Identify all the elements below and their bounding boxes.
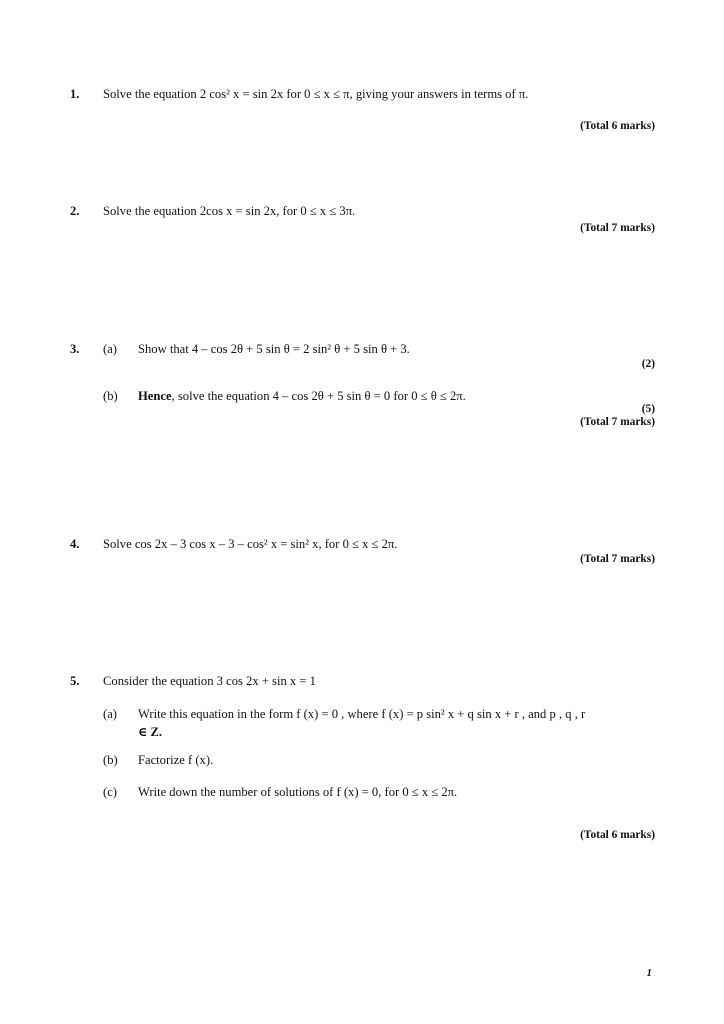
question-5-total-marks: (Total 6 marks) [580, 829, 655, 841]
question-4-total-marks: (Total 7 marks) [580, 553, 655, 565]
question-3b-hence: Hence [138, 389, 172, 403]
page-number: 1 [646, 967, 652, 979]
question-5b-label: (b) [103, 753, 118, 767]
question-3-total-marks: (Total 7 marks) [580, 416, 655, 428]
question-4-text: Solve cos 2x – 3 cos x – 3 – cos² x = sin² x, for 0 ≤ x ≤ 2π. [103, 537, 398, 551]
question-2-number: 2. [70, 204, 80, 218]
question-3a-label: (a) [103, 342, 117, 356]
question-3a-text: Show that 4 – cos 2θ + 5 sin θ = 2 sin² θ + 5 sin θ + 3. [138, 342, 410, 356]
question-1-text: Solve the equation 2 cos² x = sin 2x for 0 ≤ x ≤ π, giving your answers in terms of π. [103, 87, 529, 101]
question-5c-label: (c) [103, 785, 117, 799]
question-1-number: 1. [70, 87, 80, 101]
question-3b-rest: , solve the equation 4 – cos 2θ + 5 sin θ = 0 for 0 ≤ θ ≤ 2π. [171, 389, 466, 403]
question-3b-text [138, 389, 466, 404]
question-3-number: 3. [70, 342, 80, 356]
question-4-number: 4. [70, 537, 80, 551]
question-5-number: 5. [70, 674, 80, 688]
question-5a-text: Write this equation in the form f (x) = 0 , where f (x) = p sin² x + q sin x + r , and p , q , r [138, 707, 586, 721]
question-3b-marks: (5) [641, 403, 655, 415]
question-5b-text: Factorize f (x). [138, 753, 214, 767]
question-2-text: Solve the equation 2cos x = sin 2x, for 0 ≤ x ≤ 3π. [103, 204, 356, 218]
question-3a-marks: (2) [641, 358, 655, 370]
question-5c-text: Write down the number of solutions of f (x) = 0, for 0 ≤ x ≤ 2π. [138, 785, 458, 799]
question-1-total-marks: (Total 6 marks) [580, 120, 655, 132]
question-5-text: Consider the equation 3 cos 2x + sin x = 1 [103, 674, 316, 688]
question-5a-label: (a) [103, 707, 117, 721]
question-5a-text-continued: ∈ Z. [138, 725, 163, 739]
question-2-total-marks: (Total 7 marks) [580, 222, 655, 234]
question-3b-label: (b) [103, 389, 118, 403]
